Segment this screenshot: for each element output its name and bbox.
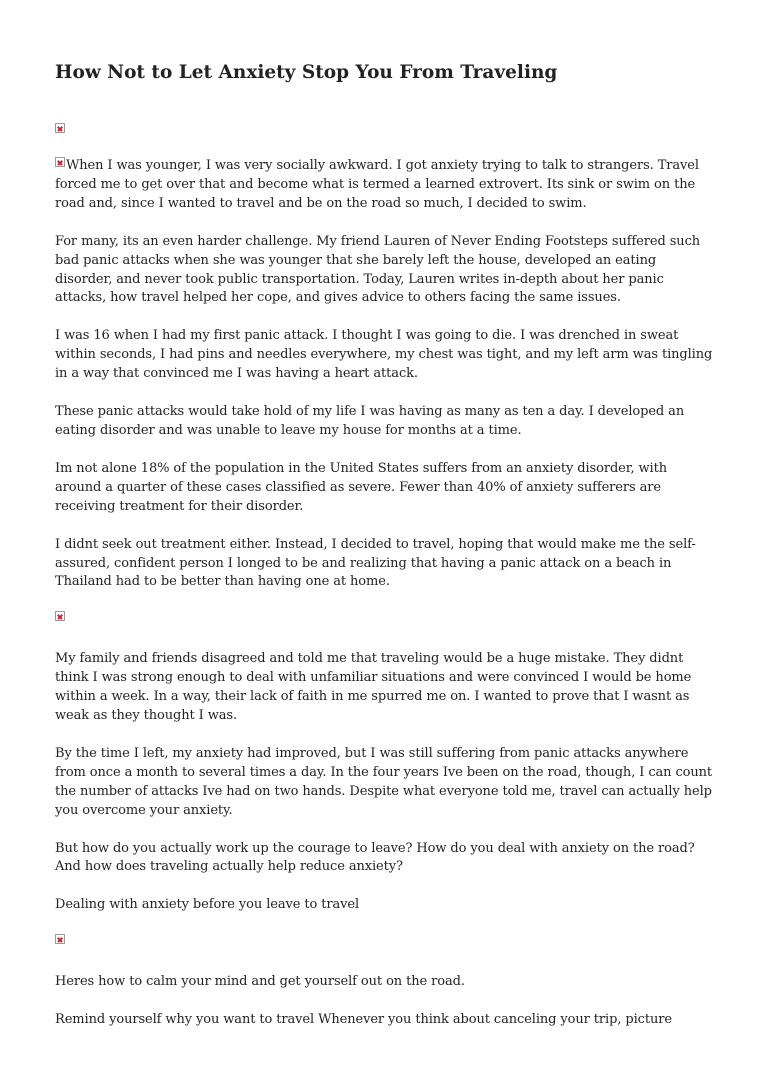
document-title: How Not to Let Anxiety Stop You From Traveling xyxy=(55,62,558,83)
broken-image-icon xyxy=(55,157,65,167)
paragraph: I didnt seek out treatment either. Instead, I decided to travel, hoping that would make me the self-assured, confident person I longed to be and realizing that having a panic attack on a beach in Thailand had to be better than having one at home. xyxy=(55,536,696,590)
image-placeholder xyxy=(55,934,715,954)
paragraph: My family and friends disagreed and told me that traveling would be a huge mistake. They didnt think I was strong enough to deal with unfamiliar situations and were convinced I would be home within a week. In a way, their lack of faith in me spurred me on. I wanted to prove that I wasnt as weak as they thought I was. xyxy=(55,651,692,724)
paragraph: I was 16 when I had my first panic attack. I thought I was going to die. I was drenched in sweat within seconds, I had pins and needles everywhere, my chest was tight, and my left arm was tingling in a way that convinced me I was having a heart attack. xyxy=(55,328,713,382)
paragraph: Heres how to calm your mind and get yourself out on the road. xyxy=(55,974,465,990)
paragraph: For many, its an even harder challenge. My friend Lauren of Never Ending Footsteps suffered such bad panic attacks when she was younger that she barely left the house, developed an eating disorder, and never took public transportation. Today, Lauren writes in-depth about her panic attacks, how travel helped her cope, and gives advice to others facing the same issues. xyxy=(55,233,701,306)
image-placeholder xyxy=(55,611,715,631)
paragraph: These panic attacks would take hold of my life I was having as many as ten a day. I developed an eating disorder and was unable to leave my house for months at a time. xyxy=(55,404,685,438)
paragraph xyxy=(55,157,715,214)
broken-image-icon xyxy=(55,934,65,944)
paragraph: Im not alone 18% of the population in the United States suffers from an anxiety disorder, with around a quarter of these cases classified as severe. Fewer than 40% of anxiety sufferers are receiving treatment for their disorder. xyxy=(55,460,668,514)
section-heading: Dealing with anxiety before you leave to travel xyxy=(55,897,360,913)
paragraph: By the time I left, my anxiety had improved, but I was still suffering from panic attacks anywhere from once a month to several times a day. In the four years Ive been on the road, though, I can count the number of attacks Ive had on two hands. Despite what everyone told me, travel can actually help you overcome your anxiety. xyxy=(55,745,713,818)
paragraph: But how do you actually work up the courage to leave? How do you deal with anxiety on the road? And how does traveling actually help reduce anxiety? xyxy=(55,840,695,875)
broken-image-icon xyxy=(55,123,65,133)
broken-image-icon xyxy=(55,611,65,621)
document-body xyxy=(55,157,715,1049)
paragraph: Remind yourself why you want to travel Whenever you think about canceling your trip, picture xyxy=(55,1012,672,1028)
paragraph-text: When I was younger, I was very socially awkward. I got anxiety trying to talk to strangers. Travel forced me to get over that and become what is termed a learned extrovert. Its sink or swim on the road and, since I wanted to travel and be on the road so much, I decided to swim. xyxy=(55,158,699,211)
